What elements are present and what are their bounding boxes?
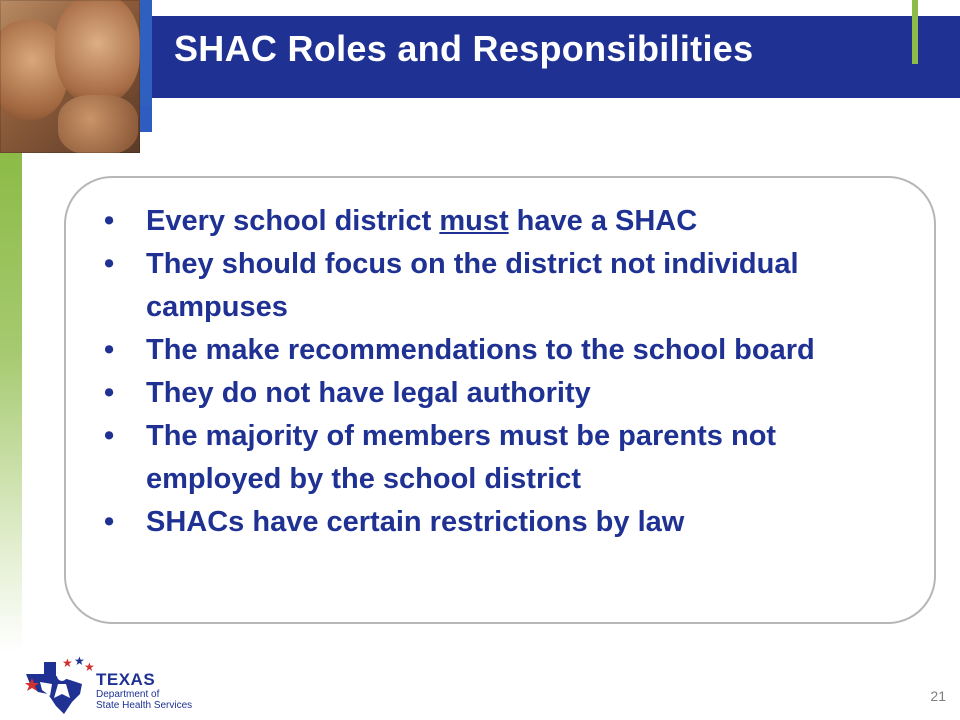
left-green-gradient-bar xyxy=(0,153,22,653)
logo-state-health: State Health Services xyxy=(96,700,193,711)
header-photo xyxy=(0,0,140,153)
bullet-dot: • xyxy=(104,506,115,538)
bullet-text-end: have a SHAC xyxy=(508,205,698,237)
bullet-item xyxy=(104,243,914,329)
bullet-item xyxy=(104,372,914,415)
bullet-text: They should focus on the district not individual campuses xyxy=(146,248,799,323)
bullet-dot: • xyxy=(104,334,115,366)
slide-number: 21 xyxy=(930,688,946,704)
bullet-dot: • xyxy=(104,420,115,452)
bullet-dot: • xyxy=(104,248,115,280)
photo-frame xyxy=(0,0,140,153)
bullet-text: They do not have legal authority xyxy=(146,377,591,409)
logo-department: Department of xyxy=(96,689,160,700)
bullet-dot: • xyxy=(104,205,115,237)
star-icon: ★ xyxy=(74,654,85,668)
title-accent-strip-lower xyxy=(140,106,152,132)
bullet-text: SHACs have certain restrictions by law xyxy=(146,506,685,538)
star-icon: ★ xyxy=(62,656,73,670)
bullet-emphasis: must xyxy=(439,205,509,237)
bullet-text: Every school district xyxy=(146,205,440,237)
bullet-list xyxy=(104,200,914,544)
green-accent-line xyxy=(912,0,918,64)
bullet-item xyxy=(104,200,914,243)
page-title: SHAC Roles and Responsibilities xyxy=(174,28,754,69)
dshs-logo xyxy=(22,654,192,718)
bullet-text: The make recommendations to the school board xyxy=(146,334,815,366)
bullet-dot: • xyxy=(104,377,115,409)
logo-texas: TEXAS xyxy=(96,670,156,689)
bullet-text: The majority of members must be parents not employed by the school district xyxy=(146,420,777,495)
bullet-item xyxy=(104,501,914,544)
star-icon: ★ xyxy=(84,660,95,674)
bullet-item xyxy=(104,415,914,501)
bullet-item xyxy=(104,329,914,372)
